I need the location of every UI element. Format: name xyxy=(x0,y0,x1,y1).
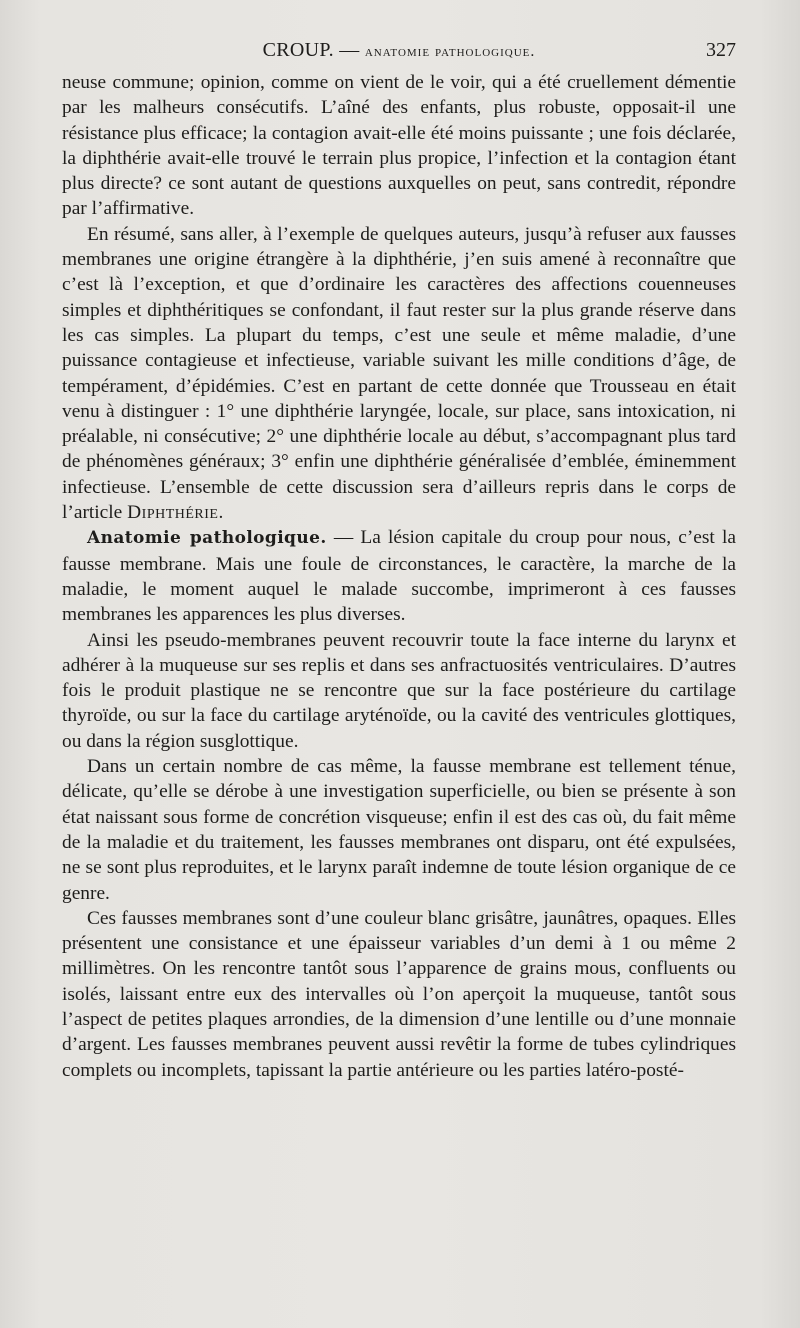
running-title-main: CROUP. — xyxy=(262,39,360,61)
paragraph-4: Ainsi les pseudo-membranes peuvent recouvrir toute la face interne du larynx et adhérer à la muqueuse sur ses replis et dans ses anfractuosités ventriculaires. D’autres fois le produit plastique ne se rencontre que sur la face postérieure du cartilage thyroïde, ou sur la face du cartilage aryténoïde, ou la cavité des ventricules glottiques, ou dans la région susglottique. xyxy=(62,629,736,752)
running-title-sub: anatomie pathologique. xyxy=(364,43,536,60)
page-number: 327 xyxy=(706,39,736,61)
body-text xyxy=(62,70,736,1083)
article-reference: Diphthérie. xyxy=(127,502,224,524)
paragraph-3-text: — La lésion capitale du croup pour nous, c’est la fausse membrane. Mais une foule de circonstances, le caractère, la marche de la maladie, le moment auquel le malade succombe, imprimeront à ces fausses membranes les apparences les plus diverses. xyxy=(62,527,736,626)
paragraph-1: neuse commune; opinion, comme on vient de le voir, qui a été cruellement démentie par les malheurs consécutifs. L’aîné des enfants, plus robuste, opposait-il une résistance plus efficace; la contagion avait-elle été moins puissante ; une fois déclarée, la diphthérie avait-elle trouvé le terrain plus propice, l’infection et la contagion étant plus directe? ce sont autant de questions auxquelles on peut, sans contredit, répondre par l’affirmative. xyxy=(62,72,736,220)
paragraph-2 xyxy=(62,222,736,526)
paragraph-3 xyxy=(62,525,736,627)
paragraph-6: Ces fausses membranes sont d’une couleur blanc grisâtre, jaunâtres, opaques. Elles présentent une consistance et une épaisseur variables d’un demi à 1 ou même 2 millimètres. On les rencontre tantôt sous l’apparence de grains mous, confluents ou isolés, laissant entre eux des intervalles où l’on aperçoit la muqueuse, tantôt sous l’aspect de petites plaques arrondies, de la dimension d’une lentille ou d’une monnaie d’argent. Les fausses membranes peuvent aussi revêtir la forme de tubes cylindriques complets ou incomplets, tapissant la partie antérieure ou les parties latéro-posté- xyxy=(62,907,736,1081)
running-header xyxy=(62,36,736,64)
paragraph-2-text: En résumé, sans aller, à l’exemple de quelques auteurs, jusqu’à refuser aux fausses membranes une origine étrangère à la diphthérie, j’en suis amené à reconnaître que c’est là l’exception, et que d’ordinaire les caractères des affections couenneuses simples et diphthéritiques se confondant, il faut rester sur la plus grande réserve dans les cas simples. La plupart du temps, c’est une seule et même maladie, d’une puissance contagieuse et infectieuse, variable suivant les mille conditions d’âge, de tempérament, d’épidémies. C’est en partant de cette donnée que Trousseau en était venu à distinguer : 1° une diphthérie laryngée, locale, sur place, sans intoxication, ni préalable, ni consécutive; 2° une diphthérie locale au début, s’accompagnant plus tard de phénomènes généraux; 3° enfin une diphthérie généralisée d’emblée, éminemment infectieuse. L’ensemble de cette discussion sera d’ailleurs repris dans le corps de l’article xyxy=(62,223,736,524)
paragraph-5: Dans un certain nombre de cas même, la fausse membrane est tellement ténue, délicate, qu’elle se dérobe à une investigation superficielle, ou bien se présente à son état naissant sous forme de concrétion visqueuse; enfin il est des cas où, du fait même de la maladie et du traitement, les fausses membranes ont disparu, ont été expulsées, ne se sont plus reproduites, et le larynx paraît indemne de toute lésion organique de ce genre. xyxy=(62,756,736,904)
running-title xyxy=(62,36,736,66)
section-heading: Anatomie pathologique. xyxy=(87,528,327,549)
